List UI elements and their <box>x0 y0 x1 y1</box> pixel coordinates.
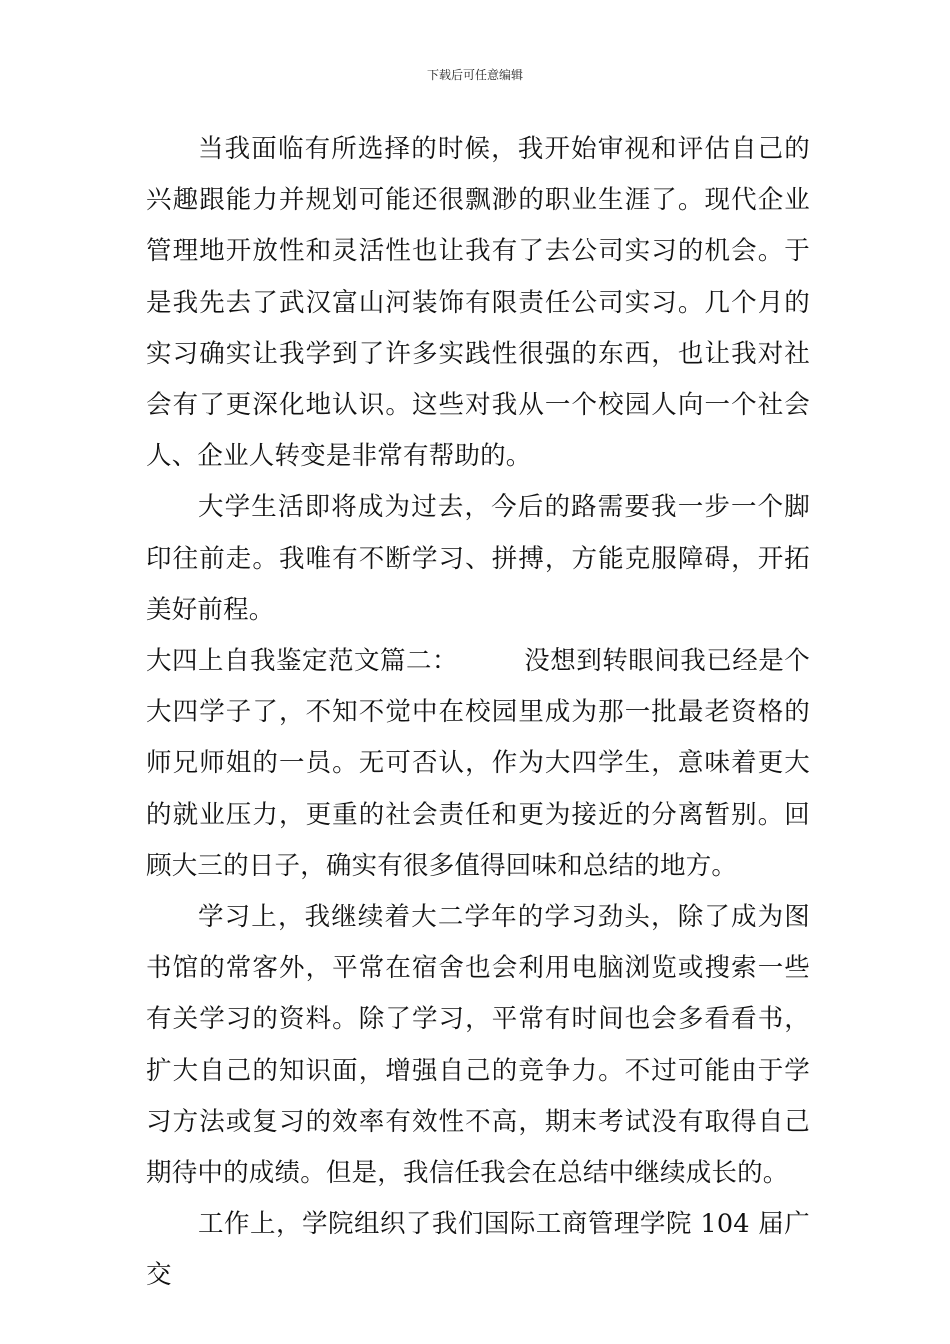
section-title: 大四上自我鉴定范文篇二： <box>146 646 458 677</box>
document-body <box>146 124 810 1302</box>
body-paragraph: 当我面临有所选择的时候，我开始审视和评估自己的兴趣跟能力并规划可能还很飘渺的职业生涯了。现代企业管理地开放性和灵活性也让我有了去公司实习的机会。于是我先去了武汉富山河装饰有限责任公司实习。几个月的实习确实让我学到了许多实践性很强的东西，也让我对社会有了更深化地认识。这些对我从一个校园人向一个社会人、企业人转变是非常有帮助的。 <box>146 134 810 472</box>
body-paragraph: 工作上，学院组织了我们国际工商管理学院 104 届广交 <box>146 1209 810 1291</box>
section-paragraph <box>146 636 810 892</box>
page-header: 下载后可任意编辑 <box>426 68 523 82</box>
section-intro: 没想到转眼间我已经是个大四学子了，不知不觉中在校园里成为那一批最老资格的师兄师姐的一员。无可否认，作为大四学生，意味着更大的就业压力，更重的社会责任和更为接近的分离暂别。回顾大三的日子，确实有很多值得回味和总结的地方。 <box>146 646 810 881</box>
body-paragraph: 大学生活即将成为过去，今后的路需要我一步一个脚印往前走。我唯有不断学习、拼搏，方能克服障碍，开拓美好前程。 <box>146 492 810 625</box>
body-paragraph: 学习上，我继续着大二学年的学习劲头，除了成为图书馆的常客外，平常在宿舍也会利用电脑浏览或搜索一些有关学习的资料。除了学习，平常有时间也会多看看书，扩大自己的知识面，增强自己的竞争力。不过可能由于学习方法或复习的效率有效性不高，期末考试没有取得自己期待中的成绩。但是，我信任我会在总结中继续成长的。 <box>146 902 810 1189</box>
